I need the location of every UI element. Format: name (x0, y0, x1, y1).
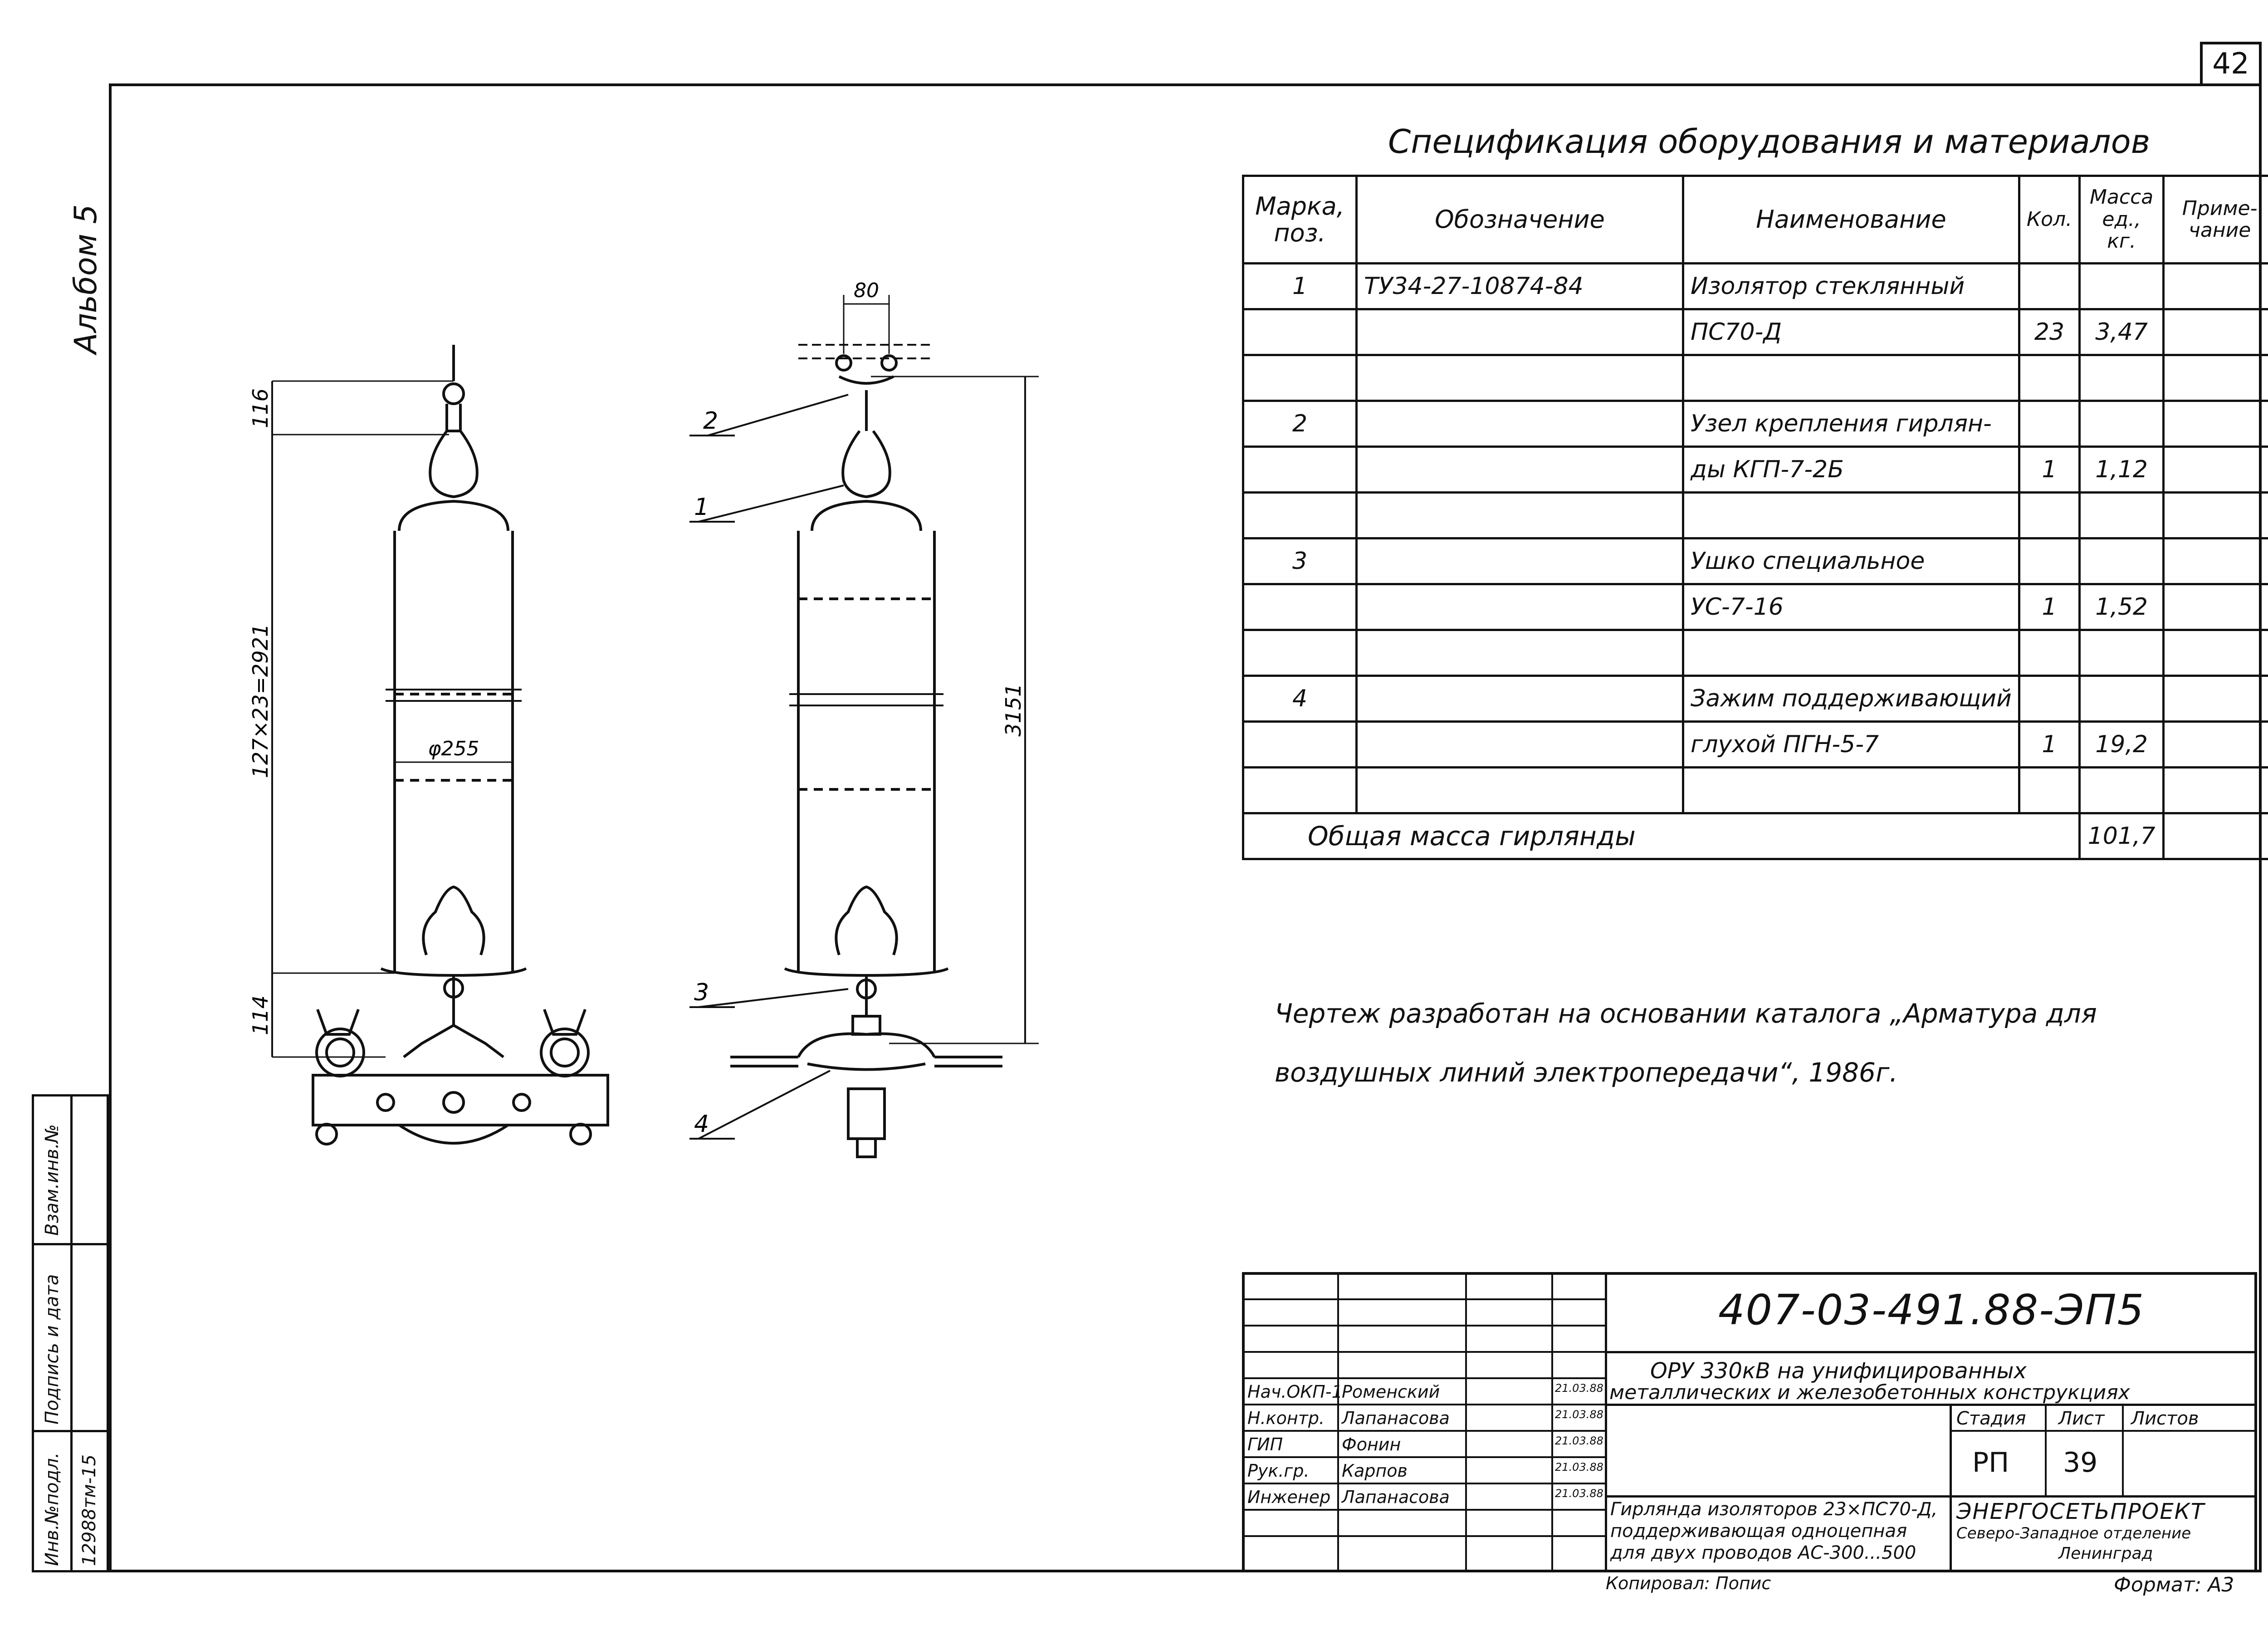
spec-cell-mark (1243, 768, 1357, 813)
spec-cell-note (2164, 493, 2268, 538)
stage-label: Стадия (1956, 1408, 2026, 1429)
spec-row (1243, 768, 2268, 813)
paper-format: Формат: А3 (2114, 1573, 2234, 1596)
signer-name: Роменский (1342, 1382, 1440, 1402)
spec-cell-note (2164, 538, 2268, 584)
spec-header-row (1243, 176, 2268, 264)
hdr-qty: Кол. (2019, 176, 2079, 264)
side-inv-number-value: 12988тм-15 (79, 1454, 100, 1566)
spec-cell-designation (1357, 355, 1683, 401)
spec-cell-mark (1243, 630, 1357, 676)
org-city: Ленинград (2058, 1544, 2153, 1563)
spec-cell-note (2164, 264, 2268, 309)
spec-cell-mark (1243, 355, 1357, 401)
drawing-title-3: для двух проводов АС-300...500 (1610, 1542, 1916, 1563)
spec-cell-mass (2080, 401, 2164, 447)
spec-cell-mass: 19,2 (2080, 722, 2164, 768)
spec-cell-name: Ушко специальное (1683, 538, 2019, 584)
spec-cell-qty: 23 (2019, 309, 2079, 355)
drawing-title-2: поддерживающая одноцепная (1610, 1521, 1907, 1542)
signer-role: Инженер (1247, 1487, 1331, 1507)
hdr-note: Приме- чание (2164, 176, 2268, 264)
callout-4: 4 (694, 1111, 709, 1138)
spec-cell-note (2164, 630, 2268, 676)
title-block (1242, 1272, 2257, 1570)
spec-cell-designation (1357, 401, 1683, 447)
spec-cell-designation (1357, 538, 1683, 584)
signer-role: Нач.ОКП-1 (1247, 1382, 1343, 1402)
spec-cell-qty (2019, 264, 2079, 309)
spec-row (1243, 309, 2268, 355)
spec-cell-note (2164, 768, 2268, 813)
signer-date: 21.03.88 (1555, 1487, 1603, 1500)
spec-cell-mass: 3,47 (2080, 309, 2164, 355)
spec-cell-name (1683, 768, 2019, 813)
hdr-mass: Масса ед., кг. (2080, 176, 2164, 264)
spec-cell-mark (1243, 722, 1357, 768)
spec-cell-note (2164, 676, 2268, 722)
side-label-signature-date: Подпись и дата (42, 1274, 63, 1425)
spec-cell-designation (1357, 768, 1683, 813)
spec-cell-note (2164, 447, 2268, 493)
doc-code: 407-03-491.88-ЭП5 (1718, 1286, 2145, 1334)
signer-role: ГИП (1247, 1434, 1283, 1454)
dim-bottom: 114 (248, 995, 273, 1035)
spec-cell-mark (1243, 309, 1357, 355)
total-mass: 101,7 (2080, 813, 2164, 859)
spec-cell-mass (2080, 768, 2164, 813)
spec-row (1243, 584, 2268, 630)
hdr-name: Наименование (1683, 176, 2019, 264)
spec-cell-mark (1243, 493, 1357, 538)
spec-cell-name: глухой ПГН-5-7 (1683, 722, 2019, 768)
spec-cell-mark: 2 (1243, 401, 1357, 447)
spec-cell-designation (1357, 493, 1683, 538)
spec-cell-name: Зажим поддерживающий (1683, 676, 2019, 722)
project-line-1: ОРУ 330кВ на унифицированных (1650, 1358, 2027, 1384)
spec-cell-mark: 1 (1243, 264, 1357, 309)
spec-cell-designation (1357, 676, 1683, 722)
side-label-replaced-inv: Взам.инв.№ (42, 1124, 63, 1236)
spec-total-row (1243, 813, 2268, 859)
copied-by: Копировал: Попис (1606, 1573, 1771, 1593)
hdr-designation: Обозначение (1357, 176, 1683, 264)
hdr-mark: Марка, поз. (1243, 176, 1357, 264)
org-branch: Северо-Западное отделение (1956, 1524, 2191, 1542)
signer-date: 21.03.88 (1555, 1408, 1603, 1421)
spec-row (1243, 493, 2268, 538)
spec-cell-name: Изолятор стеклянный (1683, 264, 2019, 309)
stage-value: РП (1972, 1447, 2009, 1478)
side-label-inv-number: Инв.№подл. (42, 1452, 63, 1566)
spec-cell-mass (2080, 630, 2164, 676)
dim-top: 116 (248, 388, 273, 428)
spec-cell-qty (2019, 401, 2079, 447)
spec-row (1243, 538, 2268, 584)
spec-cell-designation (1357, 722, 1683, 768)
note-line-1: Чертеж разработан на основании каталога „Арматура для (1275, 998, 2097, 1029)
spec-table (1242, 175, 2268, 860)
drawing-title-1: Гирлянда изоляторов 23×ПС70-Д, (1610, 1499, 1938, 1520)
spec-title: Спецификация оборудования и материалов (1388, 122, 2151, 161)
signer-name: Карпов (1342, 1461, 1408, 1481)
signer-name: Фонин (1342, 1434, 1401, 1454)
spec-row (1243, 401, 2268, 447)
spec-cell-qty (2019, 676, 2079, 722)
spec-cell-mass (2080, 676, 2164, 722)
project-line-2: металлических и железобетонных конструкциях (1609, 1381, 2130, 1404)
org-name: ЭНЕРГОСЕТЬПРОЕКТ (1956, 1499, 2205, 1524)
signer-role: Рук.гр. (1247, 1461, 1310, 1481)
spec-cell-note (2164, 722, 2268, 768)
spec-cell-name: ПС70-Д (1683, 309, 2019, 355)
signer-name: Лапанасова (1342, 1408, 1450, 1428)
spec-cell-mark: 4 (1243, 676, 1357, 722)
spec-cell-mass: 1,12 (2080, 447, 2164, 493)
sheet-number: 42 (2200, 42, 2262, 83)
spec-cell-name: УС-7-16 (1683, 584, 2019, 630)
spec-row (1243, 264, 2268, 309)
signer-name: Лапанасова (1342, 1487, 1450, 1507)
spec-cell-mark (1243, 584, 1357, 630)
spec-cell-qty (2019, 768, 2079, 813)
sheet-label: Лист (2058, 1408, 2105, 1429)
spec-row (1243, 676, 2268, 722)
sheet-value: 39 (2063, 1447, 2098, 1478)
dim-main: 127×23=2921 (248, 623, 273, 778)
spec-row (1243, 447, 2268, 493)
note-line-2: воздушных линий электропередачи“, 1986г. (1275, 1057, 1898, 1088)
spec-row (1243, 355, 2268, 401)
total-label: Общая масса гирлянды (1243, 813, 2080, 859)
dim-overall: 3151 (1001, 683, 1026, 737)
total-note (2164, 813, 2268, 859)
spec-cell-qty: 1 (2019, 722, 2079, 768)
album-label: Альбом 5 (68, 204, 104, 354)
signer-date: 21.03.88 (1555, 1434, 1603, 1447)
signer-date: 21.03.88 (1555, 1382, 1603, 1395)
spec-cell-mass (2080, 264, 2164, 309)
spec-cell-name: Узел крепления гирлян- (1683, 401, 2019, 447)
spec-cell-mass (2080, 493, 2164, 538)
spec-cell-qty: 1 (2019, 584, 2079, 630)
spec-cell-designation: ТУ34-27-10874-84 (1357, 264, 1683, 309)
spec-cell-mass: 1,52 (2080, 584, 2164, 630)
spec-cell-mark (1243, 447, 1357, 493)
callout-1: 1 (694, 494, 709, 521)
spec-cell-note (2164, 584, 2268, 630)
spec-cell-name: ды КГП-7-2Б (1683, 447, 2019, 493)
spec-cell-qty (2019, 355, 2079, 401)
spec-cell-mass (2080, 355, 2164, 401)
spec-cell-note (2164, 309, 2268, 355)
spec-cell-qty (2019, 493, 2079, 538)
spec-cell-mark: 3 (1243, 538, 1357, 584)
spec-cell-qty: 1 (2019, 447, 2079, 493)
signer-role: Н.контр. (1247, 1408, 1325, 1428)
spec-cell-qty (2019, 538, 2079, 584)
spec-cell-designation (1357, 630, 1683, 676)
callout-3: 3 (694, 979, 709, 1006)
spec-row (1243, 630, 2268, 676)
spec-cell-qty (2019, 630, 2079, 676)
spec-cell-designation (1357, 584, 1683, 630)
spec-cell-note (2164, 355, 2268, 401)
callout-2: 2 (703, 407, 719, 435)
dim-width: 80 (854, 279, 879, 302)
spec-cell-mass (2080, 538, 2164, 584)
spec-cell-name (1683, 493, 2019, 538)
spec-cell-name (1683, 355, 2019, 401)
signer-date: 21.03.88 (1555, 1461, 1603, 1473)
spec-row (1243, 722, 2268, 768)
spec-cell-designation (1357, 447, 1683, 493)
spec-cell-designation (1357, 309, 1683, 355)
spec-cell-note (2164, 401, 2268, 447)
spec-cell-name (1683, 630, 2019, 676)
sheets-label: Листов (2131, 1408, 2199, 1429)
dim-diameter: φ255 (428, 737, 479, 760)
